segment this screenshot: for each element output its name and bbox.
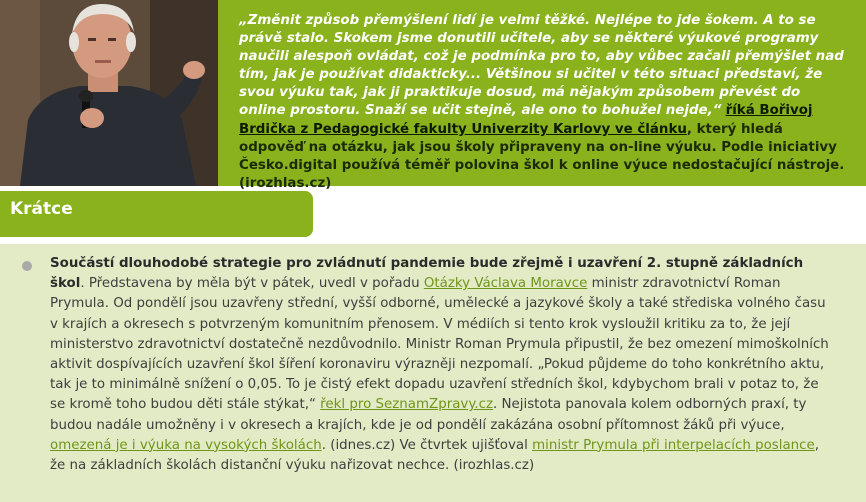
quote-banner: [0, 0, 866, 191]
link-interpelace[interactable]: ministr Prymula při interpelacích poslance: [532, 437, 815, 453]
speaker-figure: [0, 0, 218, 186]
news-text-5: , že na základních školách distanční výuku nařizovat nechce. (irozhlas.cz): [50, 437, 820, 474]
news-item: [50, 254, 835, 476]
quote-italic: „Změnit způsob přemýšlení lidí je velmi těžké. Nejlépe to jde šokem. A to se právě stalo. Skokem jsme donutili učitele, aby se některé výukové programy naučili alespoň ovládat, což je podmínka pro to, aby vůbec začali přemýšlet nad tím, jak je používat didakticky... Většinou si učitel v této situaci představí, že svou výuku tak, jak ji praktikuje dosud, má nějakým způsobem převést do online prostoru. Snaží se učit stejně, ale ono to bohužel nejde,“: [239, 13, 844, 119]
news-text-3: . Nejistota panovala kolem odborných praxí, ty budou nadále umožněny i v okresech a krajích, kde je od pondělí zakázána osobní přítomnost žáků při výuce,: [50, 397, 807, 433]
quote-context: , který hledá odpověď na otázku, jak jsou školy připraveny na on-line výuku. Podle iniciativy Česko.digital používá téměř polovina škol k online výuce nedostačující nástroje. (irozhlas.cz): [239, 121, 845, 191]
link-vysoke-skoly[interactable]: omezená je i výuka na vysokých školách: [50, 437, 322, 453]
link-seznamzpravy[interactable]: řekl pro SeznamZpravy.cz: [320, 397, 493, 413]
news-lead: Součástí dlouhodobé strategie pro zvládnutí pandemie bude zřejmě i uzavření 2. stupně základních škol: [50, 256, 804, 292]
link-otazky-vaclava-moravce[interactable]: Otázky Václava Moravce: [423, 276, 588, 292]
bullet-icon: [22, 261, 32, 271]
source-article-link[interactable]: říká Bořivoj Brdička z Pedagogické fakulty Univerzity Karlovy ve článku: [239, 103, 813, 137]
news-text-1: . Představena by měla být v pátek, uvedl v pořadu: [80, 276, 424, 292]
news-text-2: ministr zdravotnictví Roman Prymula. Od pondělí jsou uzavřeny střední, vyšší odborné, umělecké a jazykové školy a také střediska volného času v krajích a okresech s potvrzeným komunitním přenosem. V médiích si tento krok vysloužil kritiku za to, že její ministerstvo zdravotnictví dostatečně nezdůvodnilo. Ministr Roman Prymula připustil, že bez omezení mimoškolních aktivit dospívajících uzavření škol šíření koronaviru výrazněji nezpomalí. „Pokud půjdeme do toho konkrétního aktu, tak je to minimálně snížení o 0,05. To je čistý efekt dopadu uzavření středních škol, kdybychom brali v potaz to, že se kromě toho budou děti stále stýkat,“: [50, 276, 829, 413]
section-header: [0, 191, 313, 237]
section-title: Krátce: [10, 199, 73, 219]
quote-text: [239, 12, 847, 193]
portrait-photo: [0, 0, 218, 186]
news-text-4: . (idnes.cz) Ve čtvrtek ujišťoval: [321, 437, 533, 453]
